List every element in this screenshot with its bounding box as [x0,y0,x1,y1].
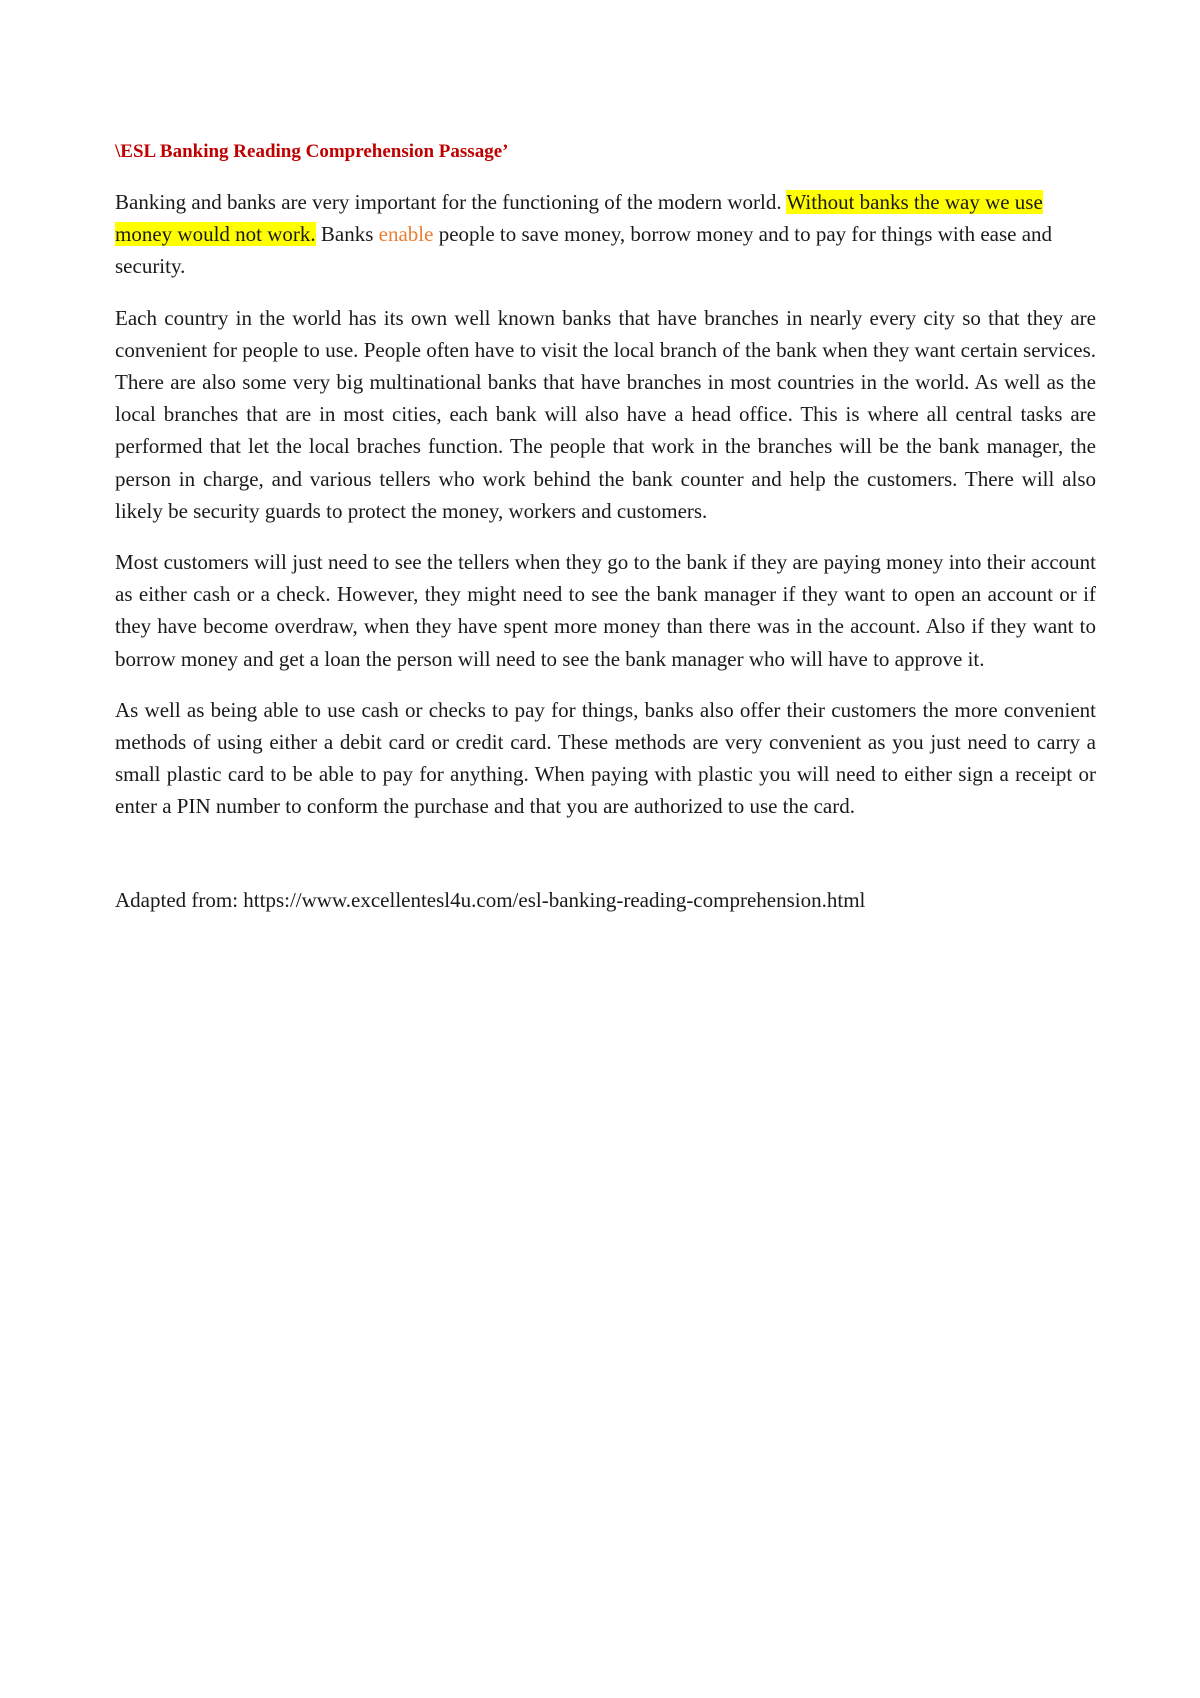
paragraph-1-lead: Banking and banks are very important for the functioning of the modern world. [115,190,787,214]
accent-word: enable [378,222,434,247]
document-title: \ESL Banking Reading Comprehension Passage’ [115,141,509,162]
source-attribution: Adapted from: https://www.excellentesl4u.com/esl-banking-reading-comprehension.html [115,887,866,912]
paragraph-1-middle: Banks [315,222,379,247]
paragraph-1 [115,186,1096,283]
document-body [115,140,1096,915]
highlighted-sentence: Without banks the way we use money would not work. [115,190,1043,247]
paragraph-2: Each country in the world has its own well known banks that have branches in nearly every city so that they are convenient for people to use. People often have to visit the local branch of the bank when they want certain services. There are also some very big multinational banks that have branches in most countries in the world. As well as the local branches that are in most cities, each bank will also have a head office. This is where all central tasks are performed that let the local braches function. The people that work in the branches will be the bank manager, the person in charge, and various tellers who work behind the bank counter and help the customers. There will also likely be security guards to protect the money, workers and customers. [115,305,1096,523]
paragraph-1-tail: people to save money, borrow money and to pay for things with ease and security. [115,222,1053,279]
paragraph-4: As well as being able to use cash or checks to pay for things, banks also offer their customers the more convenient methods of using either a debit card or credit card. These methods are very convenient as you just need to carry a small plastic card to be able to pay for anything. When paying with plastic you will need to either sign a receipt or enter a PIN number to conform the purchase and that you are authorized to use the card. [115,697,1096,819]
paragraph-3: Most customers will just need to see the tellers when they go to the bank if they are paying money into their account as either cash or a check. However, they might need to see the bank manager if they want to open an account or if they have become overdraw, when they have spent more money than there was in the account. Also if they want to borrow money and get a loan the person will need to see the bank manager who will have to approve it. [115,550,1096,671]
